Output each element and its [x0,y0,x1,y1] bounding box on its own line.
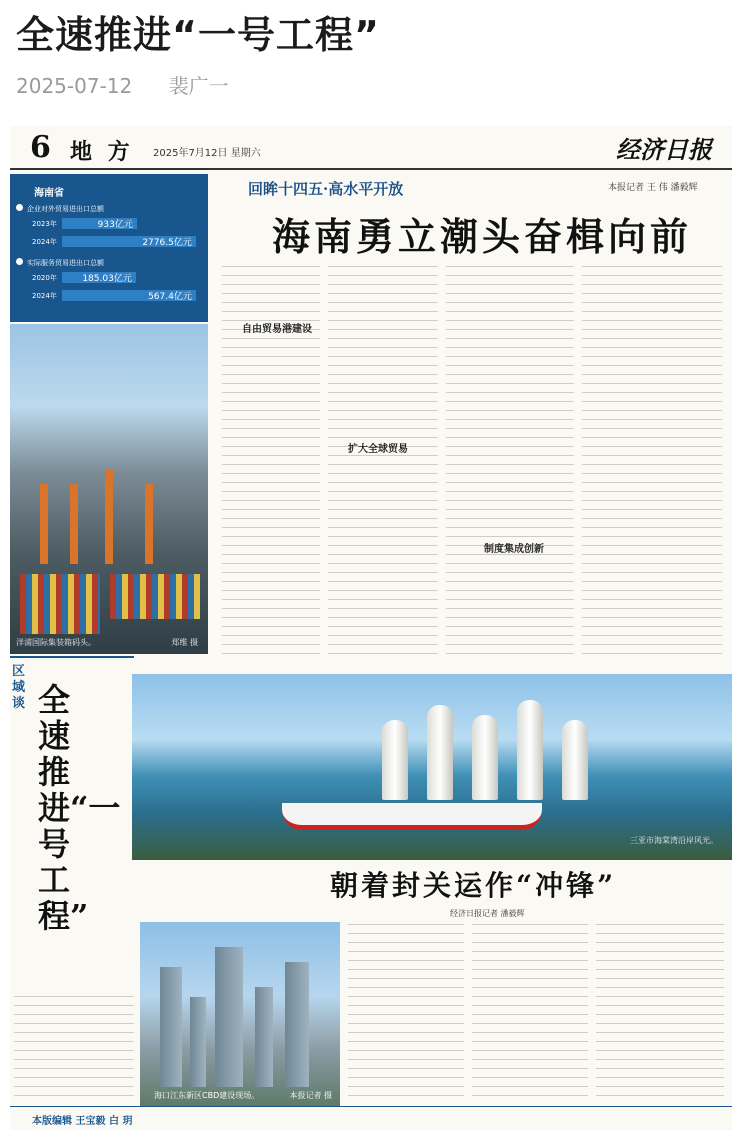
tower-shape [382,720,408,800]
stats-bar: 567.4亿元 [62,290,196,301]
footer-label: 本版编辑 王宝毅 白 玥 [32,1116,133,1127]
text-column [348,924,464,1104]
section-name: 地 方 [70,139,134,165]
tower-shape [562,720,588,800]
island-photo [132,674,732,860]
building-shape [215,947,243,1087]
tower-shape [517,700,543,800]
page-footer [10,1106,732,1130]
port-photo [10,324,208,654]
photo-caption: 海口江东新区CBD建设现场。 [154,1091,260,1100]
stats-year: 2024年 [32,291,57,300]
crane-shape [70,484,78,564]
subhead: 自由贸易港建设 [242,324,312,335]
stats-year: 2020年 [32,273,57,282]
text-column [582,266,722,658]
lead-headline: 海南勇立潮头奋楫向前 [272,214,693,259]
photo-caption: 三亚市海棠湾沿岸风光。 [630,836,718,845]
stats-group-label: 企业对外贸易进出口总额 [16,204,104,214]
building-shape [255,987,273,1087]
article-author[interactable]: 裴广一 [168,74,229,98]
text-column [446,266,574,658]
article-meta [16,70,259,99]
cruise-ship-shape [282,803,542,830]
issue-date: 2025年7月12日 星期六 [153,148,261,159]
subhead: 扩大全球贸易 [348,444,408,455]
container-stack [20,574,100,634]
stats-bar: 933亿元 [62,218,137,229]
container-stack [110,574,200,619]
newspaper-logo: 经济日报 [616,135,712,164]
crane-shape [145,484,153,564]
stats-row [32,236,196,247]
stats-bar: 185.03亿元 [62,272,136,283]
city-photo [140,922,340,1107]
stats-year: 2024年 [32,237,57,246]
text-column [14,996,134,1104]
subhead: 制度集成创新 [484,544,544,555]
building-shape [285,962,309,1087]
crane-shape [40,484,48,564]
bullet-icon [16,204,23,211]
stats-bar: 2776.5亿元 [62,236,196,247]
building-shape [190,997,206,1087]
tower-shape [427,705,453,800]
story-byline: 本报记者 王 伟 潘毅辉 [608,183,698,193]
tower-shape [472,715,498,800]
article-title: 全速推进“一号工程” [16,13,380,57]
bullet-icon [16,258,23,265]
commentary-tag: 区域谈 [12,664,26,711]
second-byline: 经济日报记者 潘毅辉 [450,909,525,918]
trade-stats-box [10,174,208,322]
article-header [0,0,738,120]
stats-row [32,272,136,283]
text-column [472,924,588,1104]
stats-year: 2023年 [32,219,57,228]
stats-row [32,218,137,229]
crane-shape [105,469,113,564]
stats-row [32,290,196,301]
commentary-title: 全速推进“一号工程” [38,681,121,935]
commentary-box [10,656,134,998]
photo-credit: 郑维 摄 [171,638,198,647]
photo-caption: 洋浦国际集装箱码头。 [16,638,96,647]
photo-credit: 本报记者 摄 [289,1091,332,1100]
stats-group-label: 实际服务贸易进出口总额 [16,258,104,268]
page-number: 6 [30,130,51,165]
second-headline: 朝着封关运作“冲锋” [330,869,617,902]
building-shape [160,967,182,1087]
story-kicker: 回眸十四五·高水平开放 [248,180,404,198]
newspaper-masthead [10,126,732,170]
text-column [596,924,724,1104]
stats-region: 海南省 [34,188,64,199]
article-date: 2025-07-12 [16,74,133,98]
newspaper-page-image[interactable] [10,126,732,1130]
text-column [328,266,438,658]
